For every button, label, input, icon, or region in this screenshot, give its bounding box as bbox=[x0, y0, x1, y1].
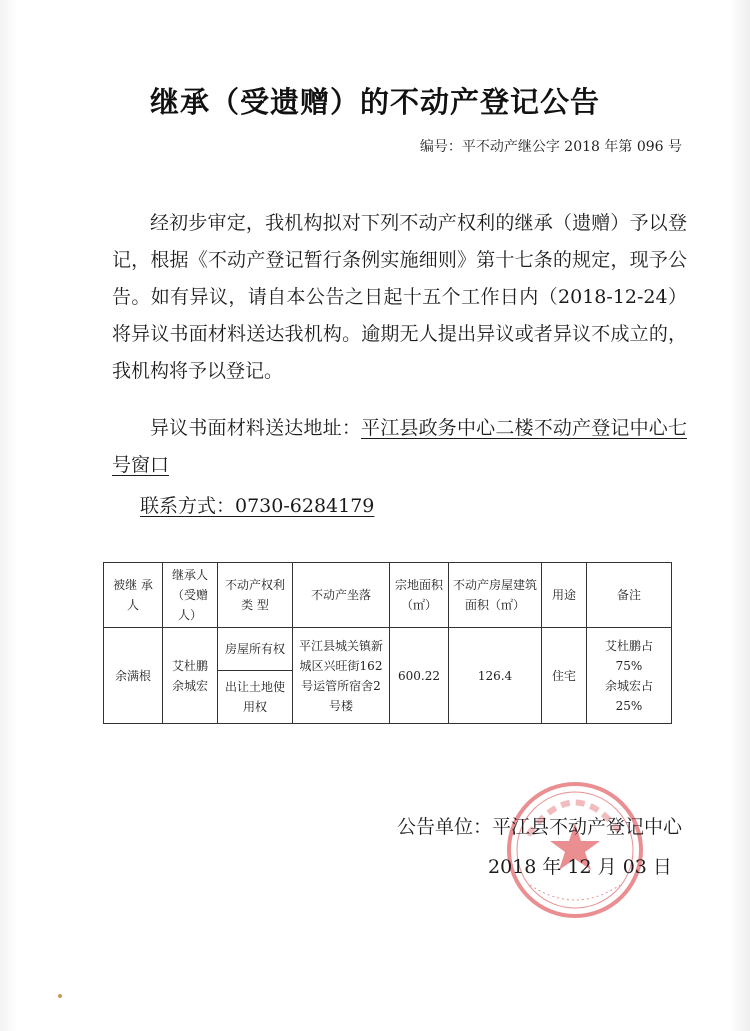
cell-remarks bbox=[587, 628, 672, 724]
document-title: 继承（受遗赠）的不动产登记公告 bbox=[149, 85, 600, 119]
address-label: 异议书面材料送达地址： bbox=[150, 417, 362, 439]
red-star-seal-icon bbox=[500, 775, 650, 925]
address-value: 平江县政务中心二楼不动产登记中心七号窗口 bbox=[112, 417, 687, 476]
cell-building-area: 126.4 bbox=[449, 628, 542, 724]
property-table bbox=[103, 562, 672, 724]
header-building-area: 不动产房屋建筑面积（㎡） bbox=[449, 563, 542, 628]
heir-1: 艾杜鹏 bbox=[171, 658, 208, 673]
heir-2: 余城宏 bbox=[171, 678, 208, 693]
objection-address bbox=[112, 410, 687, 484]
cell-location: 平江县城关镇新城区兴旺街162号运管所宿舍2号楼 bbox=[293, 628, 390, 724]
header-location: 不动产坐落 bbox=[293, 563, 390, 628]
announcement-body: 经初步审定，我机构拟对下列不动产权利的继承（遗赠）予以登记，根据《不动产登记暂行条例实施细则》第十七条的规定，现予公告。如有异议，请自本公告之日起十五个工作日内（2018-12-24）将异议书面材料送达我机构。逾期无人提出异议或者异议不成立的，我机构将予以登记。 bbox=[112, 212, 687, 382]
header-right-type: 不动产权利 类 型 bbox=[218, 563, 293, 628]
header-land-area: 宗地面积（㎡） bbox=[390, 563, 449, 628]
issue-date: 2018 年 12 月 03 日 bbox=[488, 856, 672, 878]
table-row bbox=[104, 628, 672, 671]
table-header-row bbox=[104, 563, 672, 628]
remark-1: 艾杜鹏占 75% bbox=[604, 638, 653, 673]
cell-right-type-1: 房屋所有权 bbox=[218, 628, 293, 671]
header-usage: 用途 bbox=[542, 563, 587, 628]
cell-decedent: 余满根 bbox=[104, 628, 163, 724]
issuer: 公告单位：平江县不动产登记中心 bbox=[397, 816, 683, 838]
cell-heir bbox=[163, 628, 218, 724]
cell-right-type-2: 出让土地使用权 bbox=[218, 671, 293, 724]
document-number: 编号：平不动产继公字 2018 年第 096 号 bbox=[419, 139, 682, 155]
contact-info: 联系方式：0730-6284179 bbox=[140, 495, 375, 517]
header-decedent: 被继 承 人 bbox=[104, 563, 163, 628]
cell-land-area: 600.22 bbox=[390, 628, 449, 724]
header-remarks: 备注 bbox=[587, 563, 672, 628]
header-heir: 继承人（受赠人） bbox=[163, 563, 218, 628]
remark-2: 余城宏占 25% bbox=[604, 678, 653, 713]
paper-speck bbox=[58, 994, 62, 998]
cell-usage: 住宅 bbox=[542, 628, 587, 724]
